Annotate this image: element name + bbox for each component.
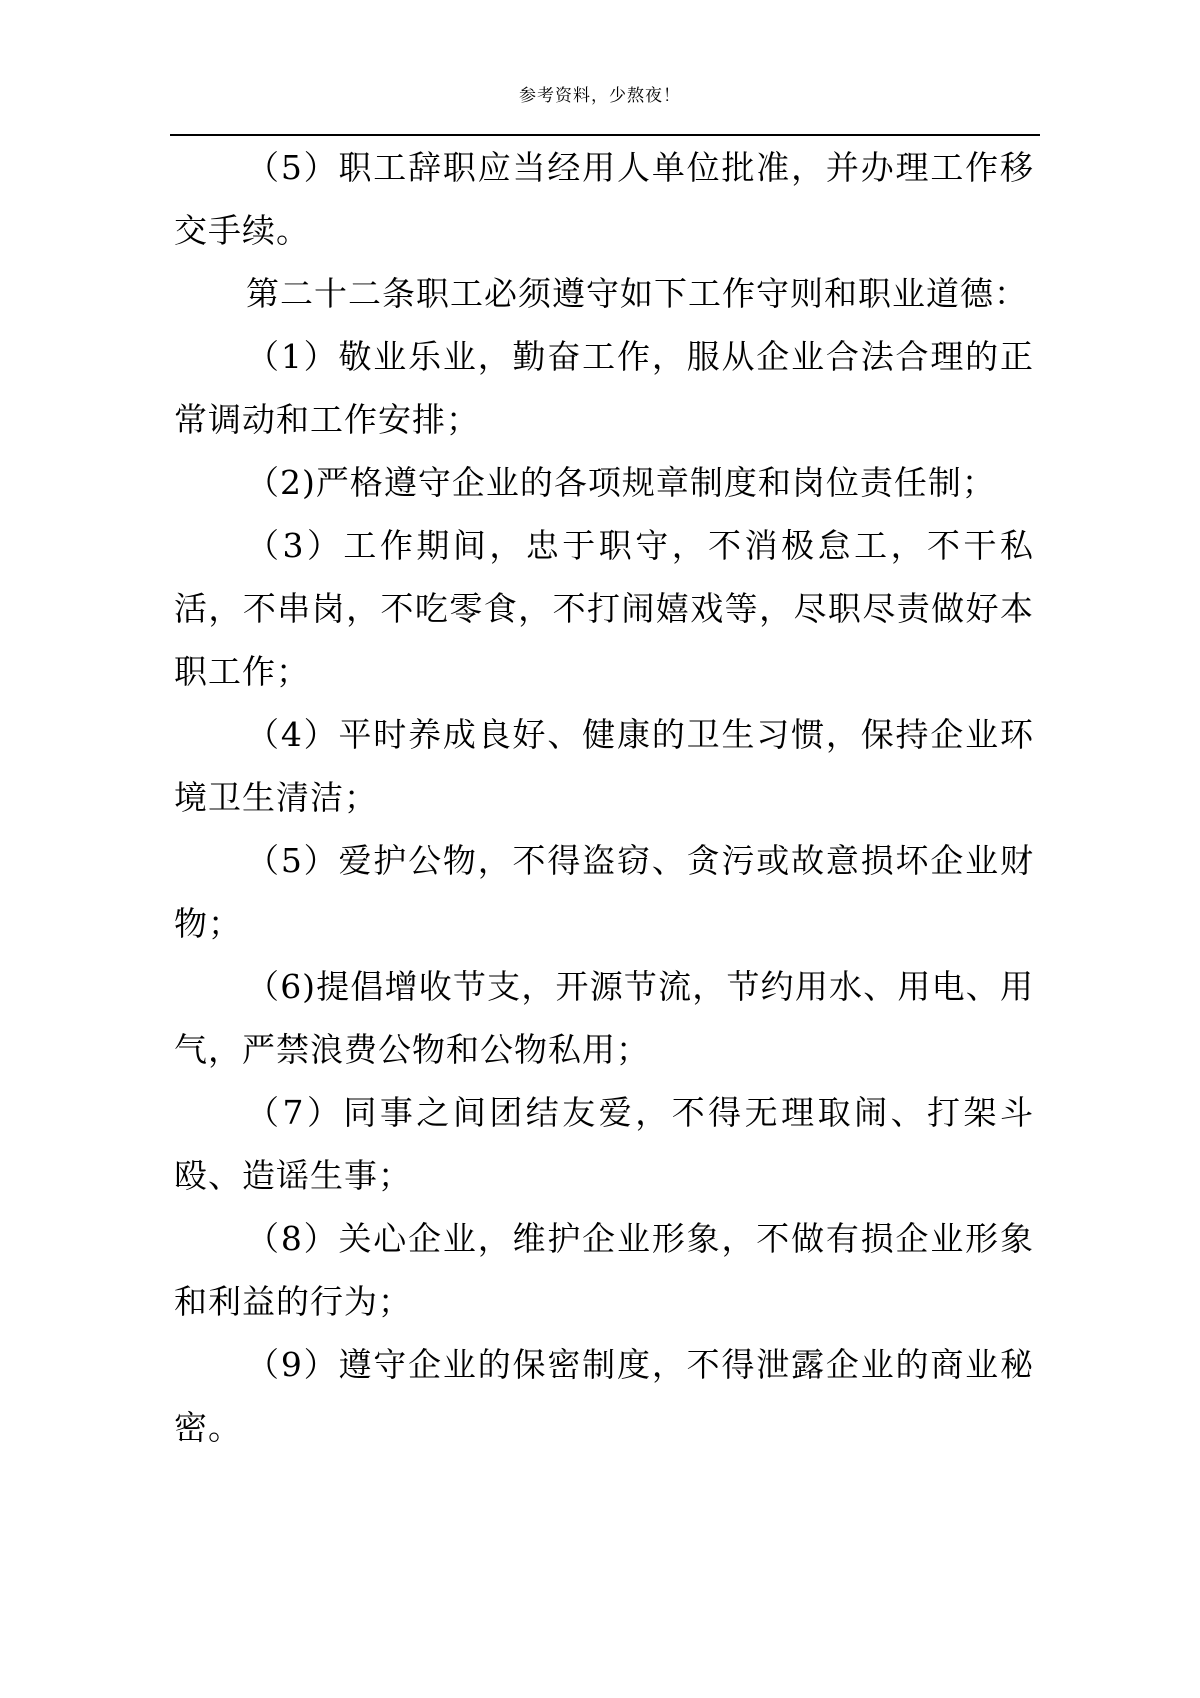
paragraph-rule-1: （1）敬业乐业，勤奋工作，服从企业合法合理的正常调动和工作安排； <box>174 337 1034 439</box>
document-body <box>174 136 1034 1459</box>
paragraph-rule-8: （8）关心企业，维护企业形象，不做有损企业形象和利益的行为； <box>174 1219 1034 1321</box>
paragraph-rule-5: （5）爱护公物，不得盗窃、贪污或故意损坏企业财物； <box>174 841 1034 943</box>
paragraph-rule-7: （7）同事之间团结友爱，不得无理取闹、打架斗殴、造谣生事； <box>174 1093 1034 1195</box>
paragraph-article-22: 第二十二条职工必须遵守如下工作守则和职业道德： <box>246 274 1028 313</box>
paragraph-resignation-5: （5）职工辞职应当经用人单位批准，并办理工作移交手续。 <box>174 148 1034 250</box>
paragraph-rule-2: （2)严格遵守企业的各项规章制度和岗位责任制； <box>246 463 996 502</box>
paragraph-rule-9: （9）遵守企业的保密制度，不得泄露企业的商业秘密。 <box>174 1345 1034 1447</box>
paragraph-rule-4: （4）平时养成良好、健康的卫生习惯，保持企业环境卫生清洁； <box>174 715 1034 817</box>
paragraph-rule-6: （6)提倡增收节支，开源节流，节约用水、用电、用气，严禁浪费公物和公物私用； <box>174 967 1034 1069</box>
paragraph-rule-3: （3）工作期间，忠于职守，不消极怠工，不干私活，不串岗，不吃零食，不打闹嬉戏等，尽职尽责做好本职工作； <box>174 526 1034 691</box>
page-header: 参考资料，少熬夜！ <box>519 86 681 106</box>
